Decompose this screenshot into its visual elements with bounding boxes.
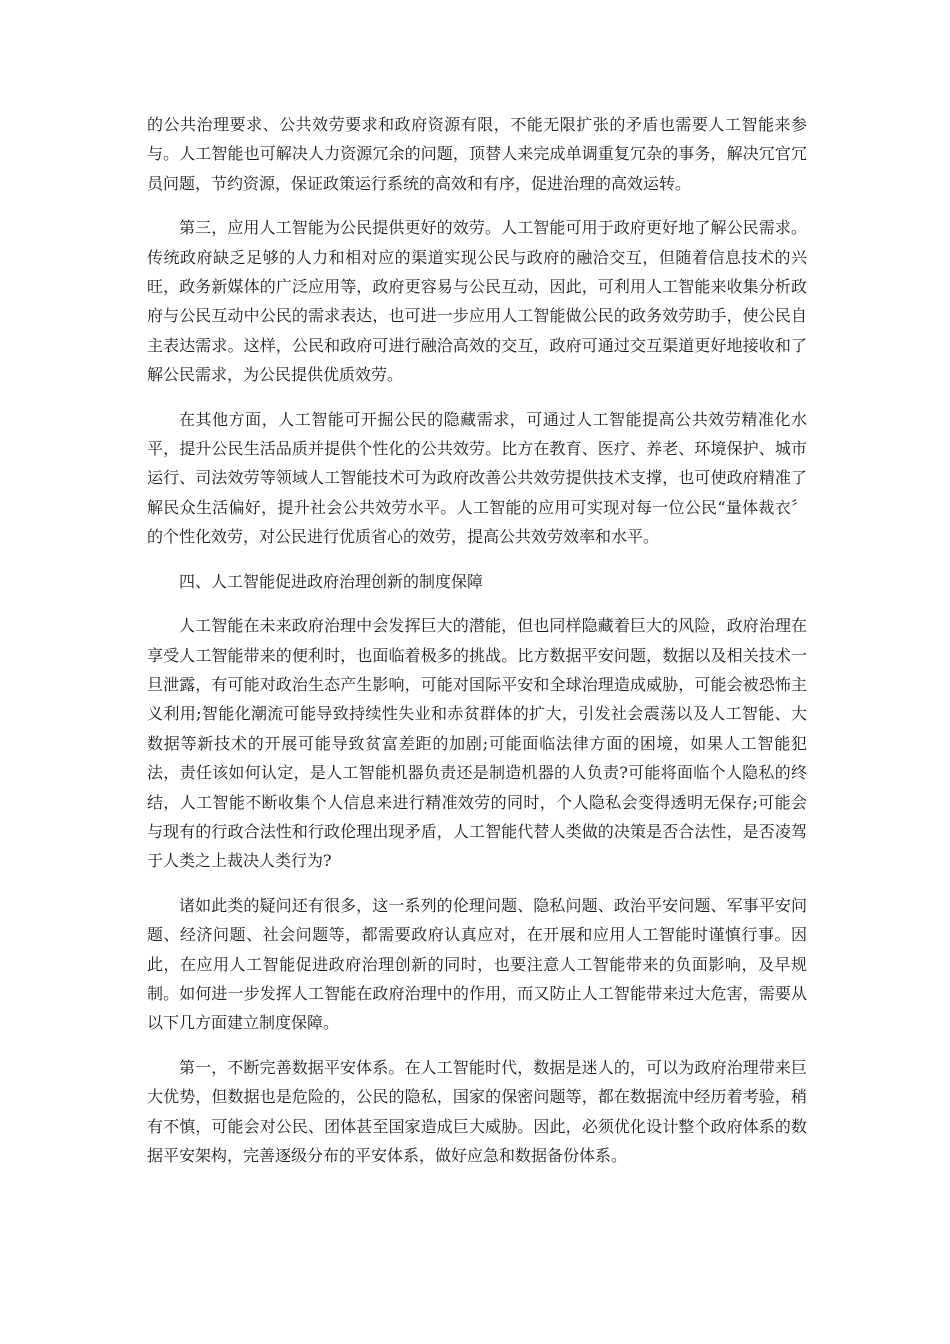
paragraph-gap — [147, 198, 807, 213]
document-page — [147, 110, 807, 1170]
paragraph-issues: 诸如此类的疑问还有很多，这一系列的伦理问题、隐私问题、政治平安问题、军事平安问题、经济问题、社会问题等，都需要政府认真应对，在开展和应用人工智能时谨慎行事。因此，在应用人工智能促进政府治理创新的同时，也要注意人工智能带来的负面影响，及早规制。如何进一步发挥人工智能在政府治理中的作用，而又防止人工智能带来过大危害，需要从以下几方面建立制度保障。 — [147, 895, 807, 1033]
paragraph-other-aspects: 在其他方面，人工智能可开掘公民的隐藏需求，可通过人工智能提高公共效劳精准化水平，提升公民生活品质并提供个性化的公共效劳。比方在教育、医疗、养老、环境保护、城市运行、司法效劳等领域人工智能技术可为政府改善公共效劳提供技术支撑，也可使政府精准了解民众生活偏好，提升社会公共效劳水平。人工智能的应用可实现对每一位公民“量体裁衣〞的个性化效劳，对公民进行优质省心的效劳，提高公共效劳效率和水平。 — [147, 409, 807, 547]
paragraph-continuation: 的公共治理要求、公共效劳要求和政府资源有限，不能无限扩张的矛盾也需要人工智能来参与。人工智能也可解决人力资源冗余的问题，顶替人来完成单调重复冗杂的事务，解决冗官冗员问题，节约资源，保证政策运行系统的高效和有序，促进治理的高效运转。 — [147, 115, 807, 193]
paragraph-gap — [147, 596, 807, 611]
paragraph-risks: 人工智能在未来政府治理中会发挥巨大的潜能，但也同样隐藏着巨大的风险，政府治理在享受人工智能带来的便利时，也面临着极多的挑战。比方数据平安问题，数据以及相关技术一旦泄露，有可能对政治生态产生影响，可能对国际平安和全球治理造成威胁，可能会被恐怖主义利用;智能化潮流可能导致持续性失业和赤贫群体的扩大，引发社会震荡以及人工智能、大数据等新技术的开展可能导致贫富差距的加剧;可能面临法律方面的困境，如果人工智能犯法，责任该如何认定，是人工智能机器负责还是制造机器的人负责?可能将面临个人隐私的终结，人工智能不断收集个人信息来进行精准效劳的同时，个人隐私会变得透明无保存;可能会与现有的行政合法性和行政伦理出现矛盾，人工智能代替人类做的决策是否合法性，是否凌驾于人类之上裁决人类行为? — [147, 616, 807, 871]
section-heading: 四、人工智能促进政府治理创新的制度保障 — [179, 571, 484, 591]
paragraph-first-measure: 第一，不断完善数据平安体系。在人工智能时代，数据是迷人的，可以为政府治理带来巨大优势，但数据也是危险的，公民的隐私，国家的保密问题等，都在数据流中经历着考验，稍有不慎，可能会对公民、团体甚至国家造成巨大威胁。因此，必须优化设计整个政府体系的数据平安架构，完善逐级分布的平安体系，做好应急和数据备份体系。 — [147, 1057, 807, 1165]
paragraph-gap — [147, 552, 807, 567]
paragraph-third-point: 第三，应用人工智能为公民提供更好的效劳。人工智能可用于政府更好地了解公民需求。传统政府缺乏足够的人力和相对应的渠道实现公民与政府的融洽交互，但随着信息技术的兴旺，政务新媒体的广泛应用等，政府更容易与公民互动，因此，可利用人工智能来收集分析政府与公民互动中公民的需求表达，也可进一步应用人工智能做公民的政务效劳助手，使公民自主表达需求。这样，公民和政府可进行融洽高效的交互，政府可通过交互渠道更好地接收和了解公民需求，为公民提供优质效劳。 — [147, 218, 807, 385]
paragraph-gap — [147, 876, 807, 891]
paragraph-gap — [147, 390, 807, 405]
paragraph-gap — [147, 1038, 807, 1053]
